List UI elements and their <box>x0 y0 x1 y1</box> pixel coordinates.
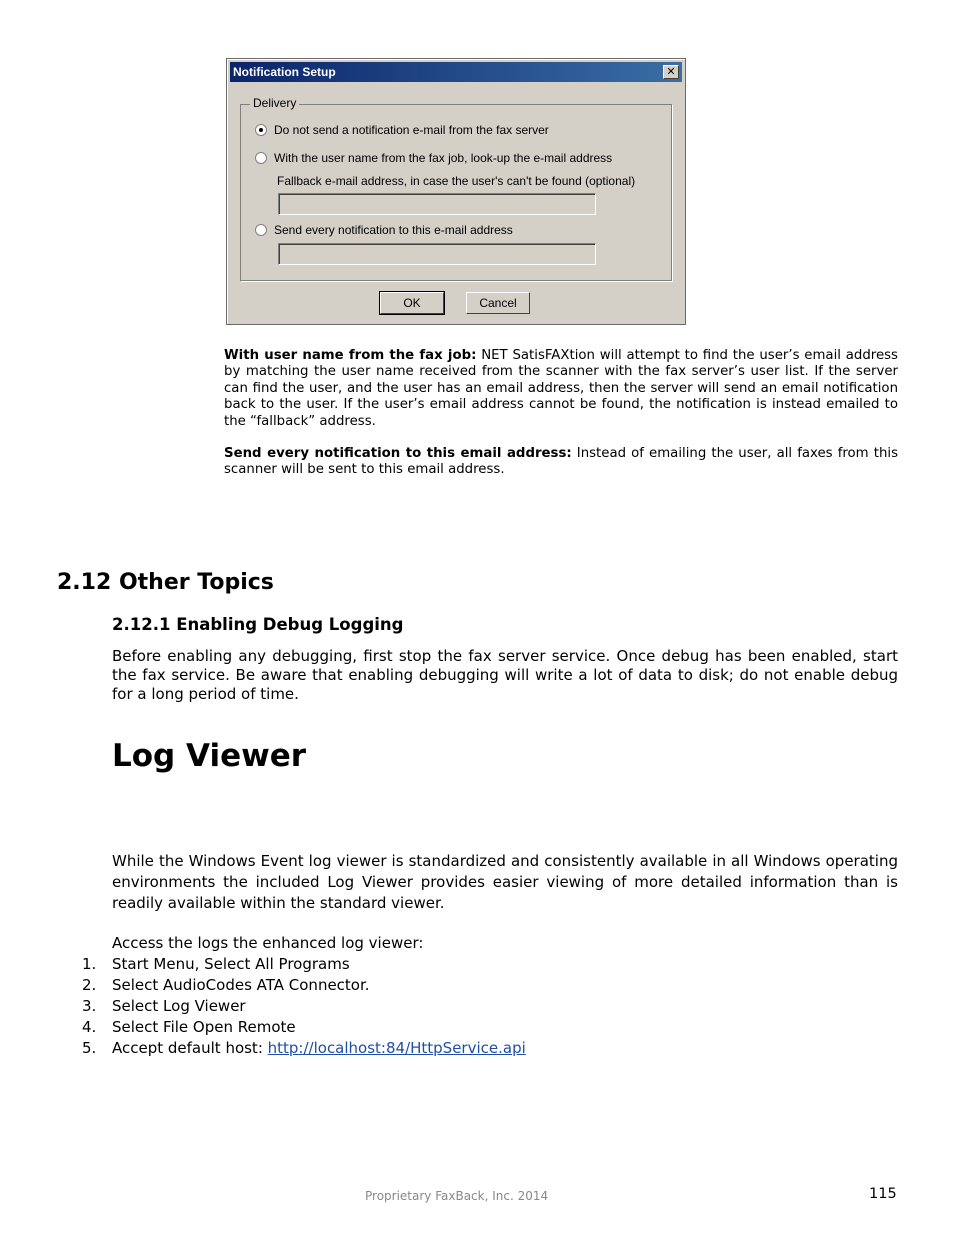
access-line: Access the logs the enhanced log viewer: <box>112 934 424 952</box>
page-number: 115 <box>869 1186 897 1202</box>
note-fixed-bold: Send every notification to this email address: <box>224 446 572 461</box>
note-lookup-bold: With user name from the fax job: <box>224 348 477 363</box>
option-no-notification-label: Do not send a notification e-mail from the fax server <box>274 123 549 137</box>
ok-button[interactable]: OK <box>380 292 444 314</box>
step-text: Start Menu, Select All Programs <box>112 955 350 973</box>
option-fixed-email-label: Send every notification to this e-mail address <box>274 223 513 237</box>
note-lookup-user <box>224 348 898 430</box>
step-text: Select File Open Remote <box>112 1018 296 1036</box>
step-text: Select Log Viewer <box>112 997 246 1015</box>
step-number: 5. <box>82 1039 97 1057</box>
debug-paragraph: Before enabling any debugging, first stop the fax server service. Once debug has been enabled, start the fax service. Be aware that enabling debugging will write a lot of data to disk; do not enable debug for a long period of time. <box>112 647 898 703</box>
log-viewer-intro: While the Windows Event log viewer is standardized and consistently available in all Windows operating environments the included Log Viewer provides easier viewing of more detailed information than is readily available within the standard viewer. <box>112 852 898 912</box>
step-text: Accept default host: <box>112 1039 268 1057</box>
default-host-link[interactable]: http://localhost:84/HttpService.api <box>267 1039 526 1057</box>
subsection-heading: 2.12.1 Enabling Debug Logging <box>112 615 404 634</box>
step-number: 3. <box>82 997 97 1015</box>
notification-setup-dialog <box>226 58 686 325</box>
dialog-titlebar <box>230 62 682 82</box>
steps-list <box>82 954 526 1059</box>
list-item <box>82 1017 526 1038</box>
step-number: 1. <box>82 955 97 973</box>
step-text: Select AudioCodes ATA Connector. <box>112 976 370 994</box>
fallback-email-field[interactable] <box>278 193 596 215</box>
note-fixed-email <box>224 446 898 479</box>
fallback-email-label: Fallback e-mail address, in case the user's can't be found (optional) <box>277 174 636 188</box>
step-number: 2. <box>82 976 97 994</box>
log-viewer-title: Log Viewer <box>112 738 307 774</box>
footer-text: Proprietary FaxBack, Inc. 2014 <box>365 1189 549 1203</box>
list-item <box>82 975 526 996</box>
dialog-title: Notification Setup <box>233 65 336 79</box>
cancel-button[interactable]: Cancel <box>466 292 530 314</box>
list-item <box>82 954 526 975</box>
list-item <box>82 1038 526 1059</box>
radio-no-notification[interactable] <box>255 124 267 136</box>
radio-lookup-user-email[interactable] <box>255 152 267 164</box>
close-icon[interactable]: ✕ <box>663 65 679 79</box>
section-heading: 2.12 Other Topics <box>57 570 274 595</box>
step-number: 4. <box>82 1018 97 1036</box>
option-lookup-label: With the user name from the fax job, look-up the e-mail address <box>274 151 613 165</box>
delivery-group-label: Delivery <box>250 96 299 110</box>
list-item <box>82 996 526 1017</box>
radio-fixed-email[interactable] <box>255 224 267 236</box>
note-fixed-text: Instead of emailing the user, all faxes from this scanner will be sent to this email address. <box>224 446 898 478</box>
fixed-email-field[interactable] <box>278 243 596 265</box>
note-lookup-text: NET SatisFAXtion will attempt to find the user’s email address by matching the user name received from the scanner with the fax server’s user list. If the server can find the user, and the user has an email address, then the server will send an email notification back to the user. If the user’s email address cannot be found, the notification is instead emailed to the “fallback” address. <box>224 348 898 429</box>
